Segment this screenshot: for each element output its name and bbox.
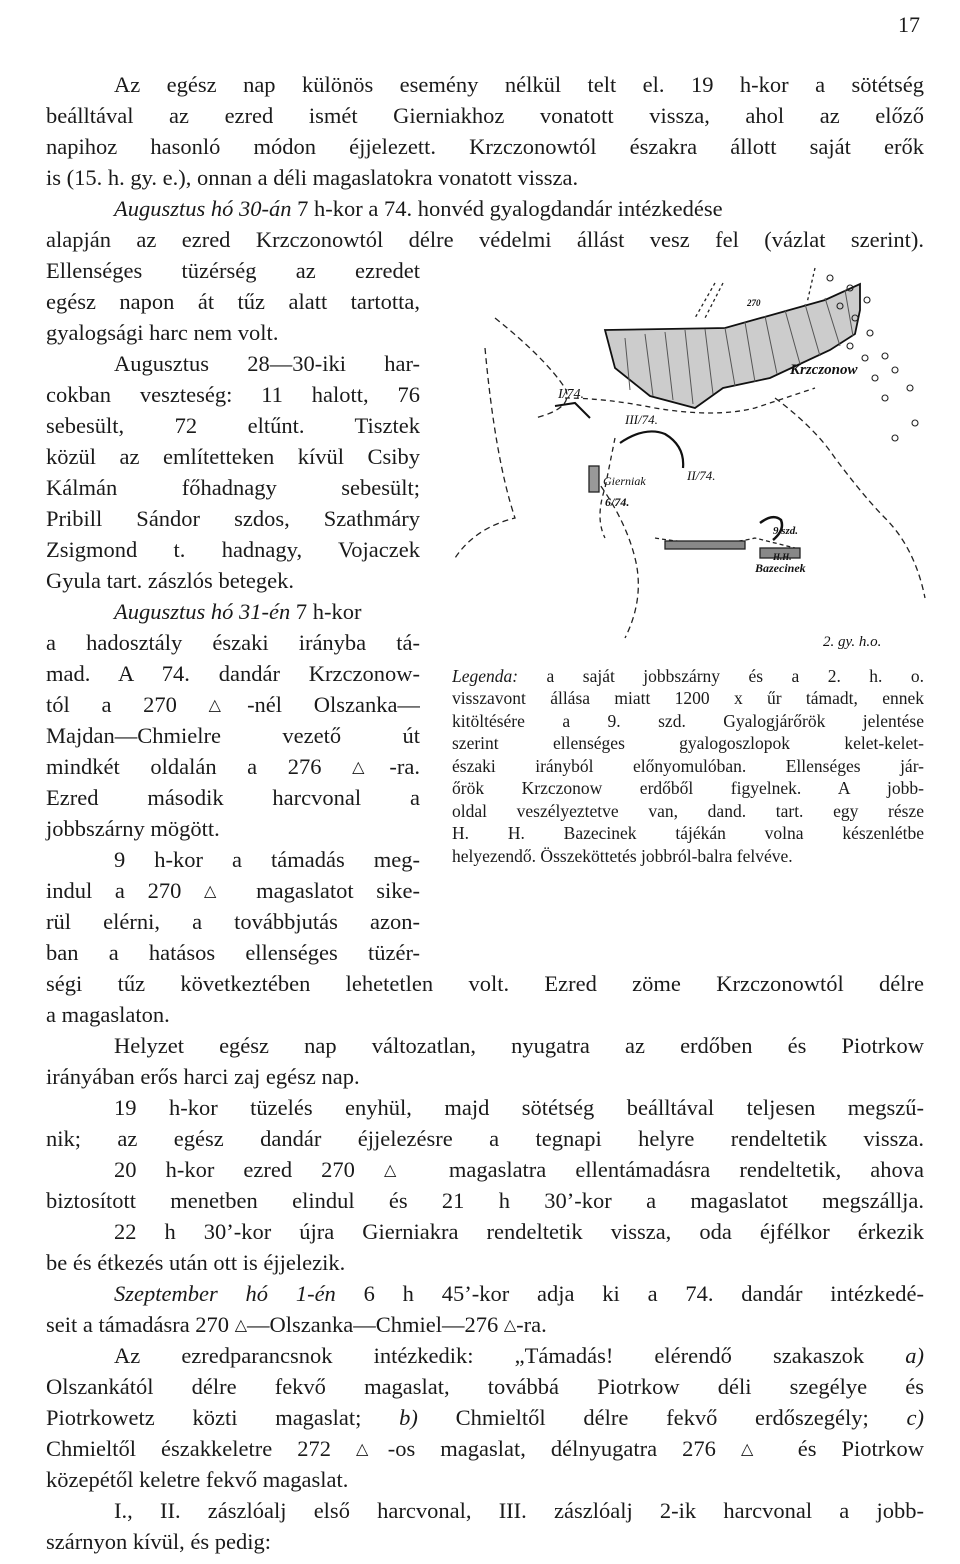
text-span: -nél Olszanka— [247, 692, 420, 717]
text-line [114, 194, 924, 224]
text-line: is (15. h. gy. e.), onnan a déli magaslatokra vonatott vissza. [46, 165, 579, 190]
text-span: mindkét oldalán a 276 [46, 754, 353, 779]
text-line: mad. A 74. dandár Krzczonow- [46, 661, 420, 686]
text-line: Az egész nap különös esemény nélkül telt el. 19 h-kor a sötétség [114, 72, 924, 97]
triangle-icon: △ [208, 697, 248, 714]
text-line: Augusztus 28—30-iki har- [114, 351, 420, 376]
map-label-b74: 6/74. [605, 495, 630, 509]
text-span: —Olszanka—Chmiel—276 [247, 1312, 504, 1337]
text-line: jobbszárny mögött. [46, 816, 220, 841]
date-italic: Szeptember hó 1-én [114, 1281, 336, 1306]
text-line: beálltával az ezred ismét Gierniakhoz vonatott vissza, ahol az előző [46, 103, 924, 128]
text-span: -ra. [389, 754, 420, 779]
text-span: indul a 270 [46, 878, 205, 903]
text-line: egész napon át tűz alatt tartotta, [46, 289, 420, 314]
map-label-i74: I/74. [558, 387, 585, 402]
map-label-ii74: II/74. [687, 468, 716, 483]
text-line: Ellenséges tüzérség az ezredet [46, 258, 420, 283]
text-span: a saját jobbszárny és a 2. h. o. [518, 666, 924, 686]
text-line [46, 1310, 924, 1340]
text-line: napihoz hasonló módon éjjelezett. Krzczonowtól északra állott saját erők [46, 134, 924, 159]
map-label-bazecinek: Bazecinek [755, 561, 806, 575]
text-line [114, 1279, 924, 1309]
text-span: 20 h-kor ezred 270 [114, 1157, 384, 1182]
map-label-krzczonow: Krzczonow [790, 362, 858, 378]
text-span: b) [399, 1405, 418, 1430]
map-label-9szd: 9.szd. [773, 525, 799, 537]
legend-line: H. H. Bazecinek tájékán volna készenlétbe [452, 823, 924, 843]
sketch-map [455, 258, 935, 653]
text-span: Az ezredparancsnok intézkedik: „Támadás! elérendő szakaszok [114, 1343, 906, 1368]
text-line: 22 h 30’-kor újra Gierniakra rendeltetik vissza, oda éjfélkor érkezik [114, 1219, 924, 1244]
text-span: seit a támadásra 270 [46, 1312, 235, 1337]
map-label-270: 270 [747, 298, 761, 308]
text-line: a magaslaton. [46, 1002, 170, 1027]
text-line: Pribill Sándor szdos, Szathmáry [46, 506, 420, 531]
text-line [46, 876, 420, 906]
text-line: közepétől keletre fekvő magaslat. [46, 1467, 349, 1492]
text-line: szárnyon kívül, és pedig: [46, 1529, 271, 1554]
text-line: Gyula tart. zászlós betegek. [46, 568, 295, 593]
text-line [114, 1341, 924, 1371]
text-line: közül az említetteken kívül Csiby [46, 444, 420, 469]
text-span: és Piotrkow [772, 1436, 924, 1461]
text-line [114, 597, 420, 627]
text-line: ban a hatásos ellenséges tüzér- [46, 940, 420, 965]
text-line: Zsigmond t. hadnagy, Vojaczek [46, 537, 420, 562]
legend-line: őrök Krzczonow erdőből figyelnek. A jobb- [452, 778, 924, 798]
legend-line: szerint ellenséges gyalogoszlopok kelet-kelet- [452, 733, 924, 753]
text-line [46, 1403, 924, 1433]
triangle-icon: △ [352, 759, 390, 776]
map-label-2ghd: 2. gy. h.o. [823, 634, 882, 650]
text-line: I., II. zászlóalj első harcvonal, III. zászlóalj 2-ik harcvonal a jobb- [114, 1498, 924, 1523]
legend-label: Legenda: [452, 666, 519, 686]
text-line: be és étkezés után ott is éjjelezik. [46, 1250, 346, 1275]
legend-line: kitöltésére a 9. szd. Gyalogjárőrök jelentése [452, 711, 924, 731]
date-italic: Augusztus hó 30-án [114, 196, 292, 221]
text-line: rül elérni, a továbbjutás azon- [46, 909, 420, 934]
text-line [46, 1434, 924, 1464]
map-label-iii74: III/74. [625, 412, 658, 427]
page-number: 17 [898, 12, 920, 37]
text-span: Piotrkowetz közti magaslat; [46, 1405, 400, 1430]
text-line: Majdan—Chmielre vezető út [46, 723, 420, 748]
text-span: tól a 270 [46, 692, 209, 717]
text-span: magaslatot sike- [233, 878, 420, 903]
text-span: 7 h-kor a 74. honvéd gyalogdandár intézkedése [291, 196, 723, 221]
text-line: biztosított menetben elindul és 21 h 30’-kor a magaslatot megszállja. [46, 1188, 924, 1213]
text-span: a) [905, 1343, 924, 1368]
map-label-hh: H.H. [773, 552, 792, 562]
triangle-icon: △ [204, 883, 234, 900]
triangle-icon: △ [740, 1441, 773, 1458]
triangle-icon: △ [384, 1162, 420, 1179]
triangle-icon: △ [234, 1317, 247, 1334]
text-span: Chmieltől délre fekvő erdőszegély; [417, 1405, 907, 1430]
text-span: magaslatra ellentámadásra rendeltetik, ahova [419, 1157, 924, 1182]
text-span: -ra. [516, 1312, 547, 1337]
text-span: 7 h-kor [290, 599, 362, 624]
legend-line: északi irányból előnyomulóban. Ellenséges jár- [452, 756, 924, 776]
text-line: 19 h-kor tüzelés enyhül, majd sötétség beálltával teljesen megszű- [114, 1095, 924, 1120]
triangle-icon: △ [503, 1317, 517, 1334]
text-line: nik; az egész dandár éjjelezésre a tegnapi helyre rendeltetik vissza. [46, 1126, 924, 1151]
text-line: Ezred második harcvonal a [46, 785, 420, 810]
text-line [46, 752, 420, 782]
text-line: sebesült, 72 eltűnt. Tisztek [46, 413, 420, 438]
text-line [46, 690, 420, 720]
triangle-icon: △ [356, 1441, 388, 1458]
text-line: Helyzet egész nap változatlan, nyugatra az erdőben és Piotrkow [114, 1033, 924, 1058]
text-line: cokban veszteség: 11 halott, 76 [46, 382, 420, 407]
text-line: ségi tűz következtében lehetetlen volt. Ezred zöme Krzczonowtól délre [46, 971, 924, 996]
text-line: Kálmán főhadnagy sebesült; [46, 475, 420, 500]
text-line: gyalogsági harc nem volt. [46, 320, 279, 345]
legend-line: visszavont állása miatt 1200 x űr támadt, ennek [452, 688, 924, 708]
date-italic: Augusztus hó 31-én [114, 599, 291, 624]
legend-line [452, 665, 924, 688]
text-line [114, 1155, 924, 1185]
text-span: 6 h 45’-kor adja ki a 74. dandár intézkedé- [335, 1281, 924, 1306]
text-line: a hadosztály északi irányba tá- [46, 630, 420, 655]
text-span: c) [906, 1405, 924, 1430]
text-line: Olszankától délre fekvő magaslat, továbbá Piotrkow déli szegélye és [46, 1374, 924, 1399]
legend-line: helyezendő. Összeköttetés jobbról-balra felvéve. [452, 846, 793, 866]
map-label-gierniak: Gierniak [603, 474, 646, 488]
text-span: Chmieltől északkeletre 272 [46, 1436, 357, 1461]
legend-line: oldal veszélyeztetve van, dand. tart. egy része [452, 801, 924, 821]
text-line: irányában erős harci zaj egész nap. [46, 1064, 360, 1089]
text-line: alapján az ezred Krzczonowtól délre védelmi állást vesz fel (vázlat szerint). [46, 227, 924, 252]
text-span: -os magaslat, délnyugatra 276 [387, 1436, 741, 1461]
text-line: 9 h-kor a támadás meg- [114, 847, 420, 872]
